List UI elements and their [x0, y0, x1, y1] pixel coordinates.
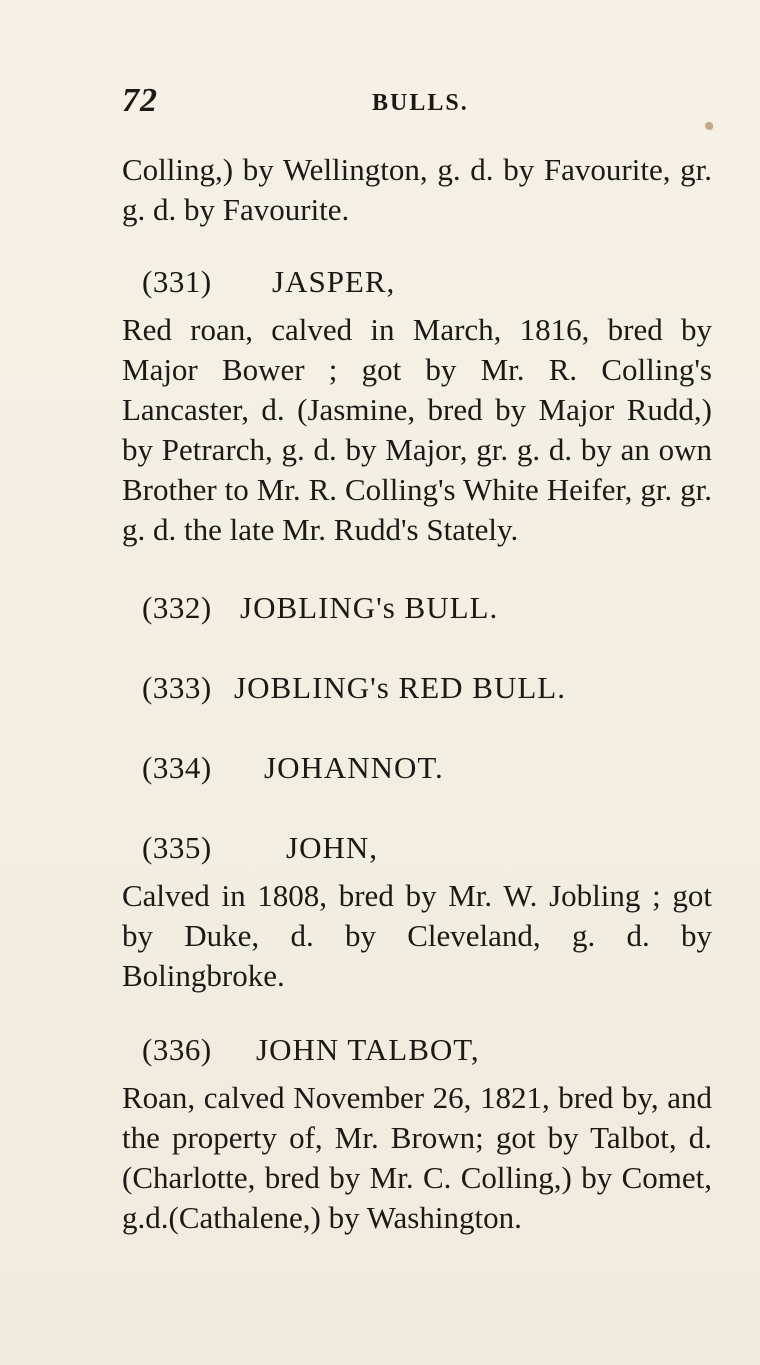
running-head [122, 82, 700, 122]
entry-name: JASPER, [272, 264, 396, 299]
entry-334 [122, 748, 712, 788]
continuation-paragraph: Colling,) by Wellington, g. d. by Favourite, gr. g. d. by Favourite. [122, 152, 712, 227]
entry-336 [122, 1030, 712, 1238]
entry-heading [142, 262, 712, 302]
entry-number: (331) [142, 264, 212, 299]
entry-number: (334) [142, 750, 212, 785]
entry-331 [122, 262, 712, 550]
running-title: BULLS. [372, 90, 469, 116]
entry-number: (333) [142, 670, 212, 705]
entry-description: Calved in 1808, bred by Mr. W. Jobling ; got by Duke, d. by Cleveland, g. d. by Bolingbroke. [122, 878, 712, 993]
entry-heading [142, 828, 712, 868]
ink-spot-mark [705, 122, 713, 130]
entry-333 [122, 668, 712, 708]
page-body [122, 150, 712, 1238]
entry-description: Roan, calved November 26, 1821, bred by, and the property of, Mr. Brown; got by Talbot, d. (Charlotte, bred by Mr. C. Colling,) by Comet, g.d.(Cathalene,) by Washington. [122, 1080, 712, 1235]
entry-heading [142, 748, 712, 788]
entry-heading [142, 1030, 712, 1070]
entry-number: (332) [142, 590, 212, 625]
entry-number: (336) [142, 1032, 212, 1067]
entry-name: JOBLING's BULL. [240, 590, 499, 625]
entry-description: Red roan, calved in March, 1816, bred by Major Bower ; got by Mr. R. Colling's Lancaster, d. (Jasmine, bred by Major Rudd,) by Petrarch, g. d. by Major, gr. g. d. by an own Brother to Mr. R. Colling's White Heifer, gr. gr. g. d. the late Mr. Rudd's Stately. [122, 312, 712, 547]
entry-335 [122, 828, 712, 996]
entry-name: JOHN, [286, 830, 378, 865]
page-number: 72 [122, 82, 158, 119]
entry-332 [122, 588, 712, 628]
entry-name: JOHN TALBOT, [256, 1032, 480, 1067]
entry-number: (335) [142, 830, 212, 865]
entry-name: JOBLING's RED BULL. [234, 670, 566, 705]
entry-heading [142, 588, 712, 628]
entry-heading [142, 668, 712, 708]
entry-name: JOHANNOT. [264, 750, 444, 785]
